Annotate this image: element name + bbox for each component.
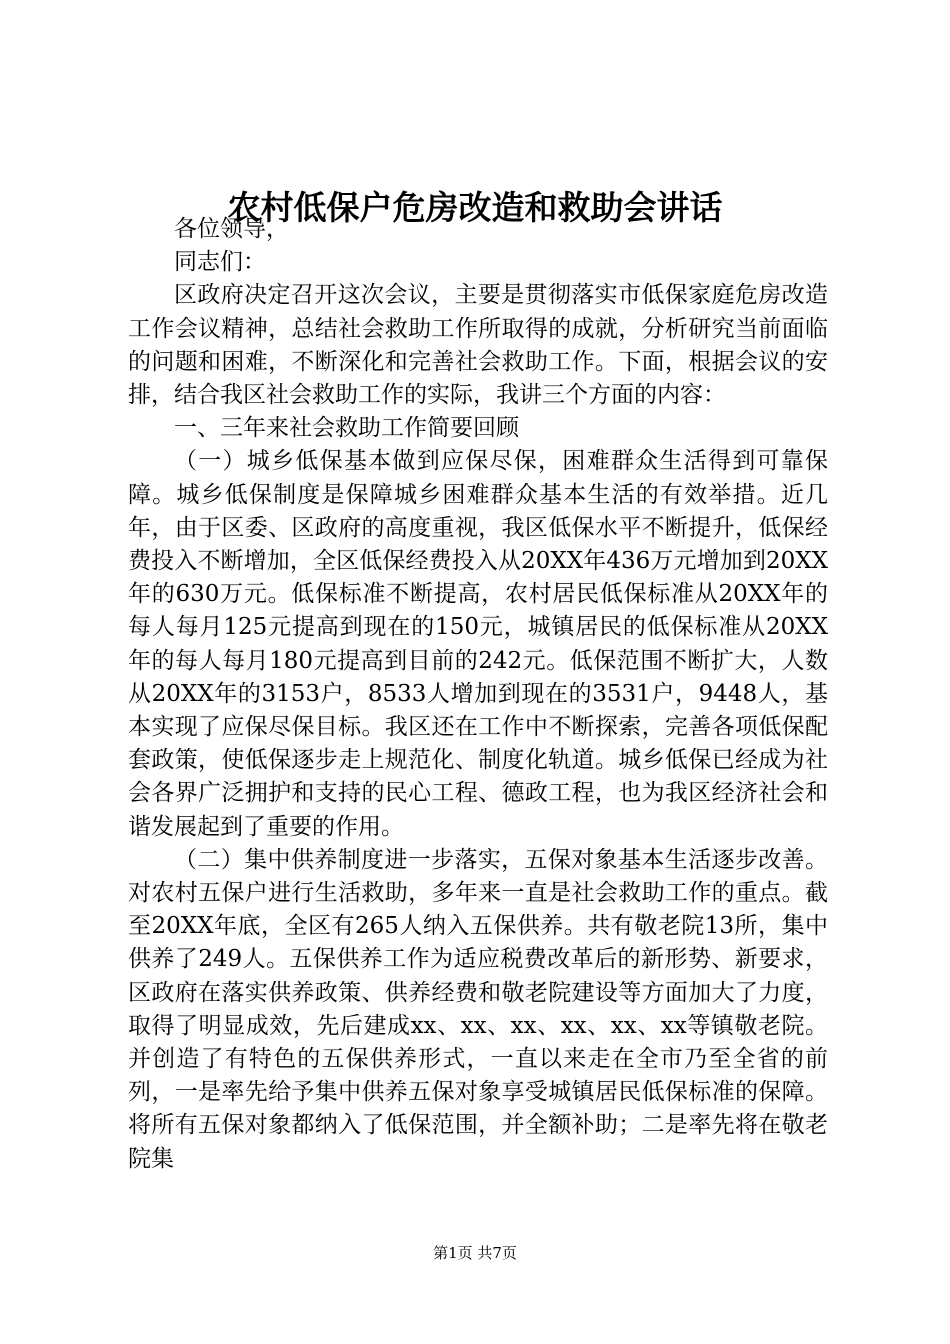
paragraph-low-income-insurance: （一）城乡低保基本做到应保尽保，困难群众生活得到可靠保障。城乡低保制度是保障城乡困难群众基本生活的有效举措。近几年，由于区委、区政府的高度重视，我区低保水平不断提升，低保经费投入不断增加，全区低保经费投入从20XX年436万元增加到20XX年的630万元。低保标准不断提高，农村居民低保标准从20XX年的每人每月125元提高到现在的150元，城镇居民的低保标准从20XX年的每人每月180元提高到目前的242元。低保范围不断扩大，人数从20XX年的3153户，8533人增加到现在的3531户，9448人，基本实现了应保尽保目标。我区还在工作中不断探索，完善各项低保配套政策，使低保逐步走上规范化、制度化轨道。城乡低保已经成为社会各界广泛拥护和支持的民心工程、德政工程，也为我区经济社会和谐发展起到了重要的作用。 [128, 448, 828, 840]
section-heading: 一、三年来社会救助工作简要回顾 [174, 415, 519, 442]
document-body [128, 213, 828, 1176]
document-title: 农村低保户危房改造和救助会讲话 [227, 188, 723, 227]
paragraph-centralized-support: （二）集中供养制度进一步落实，五保对象基本生活逐步改善。对农村五保户进行生活救助，多年来一直是社会救助工作的重点。截至20XX年底，全区有265人纳入五保供养。共有敬老院13所，集中供养了249人。五保供养工作为适应税费改革后的新形势、新要求，区政府在落实供养政策、供养经费和敬老院建设等方面加大了力度，取得了明显成效，先后建成xx、xx、xx、xx、xx、xx等镇敬老院。并创造了有特色的五保供养形式，一直以来走在全市乃至全省的前列，一是率先给予集中供养五保对象享受城镇居民低保标准的保障。将所有五保对象都纳入了低保范围，并全额补助；二是率先将在敬老院集 [128, 846, 828, 1172]
intro-paragraph: 区政府决定召开这次会议，主要是贯彻落实市低保家庭危房改造工作会议精神，总结社会救助工作所取得的成就，分析研究当前面临的问题和困难，不断深化和完善社会救助工作。下面，根据会议的安排，结合我区社会救助工作的实际，我讲三个方面的内容： [128, 282, 828, 409]
salutation-comrades: 同志们： [174, 249, 266, 276]
page-footer: 第1页 共7页 [433, 1244, 517, 1262]
salutation-leaders: 各位领导， [174, 216, 289, 242]
